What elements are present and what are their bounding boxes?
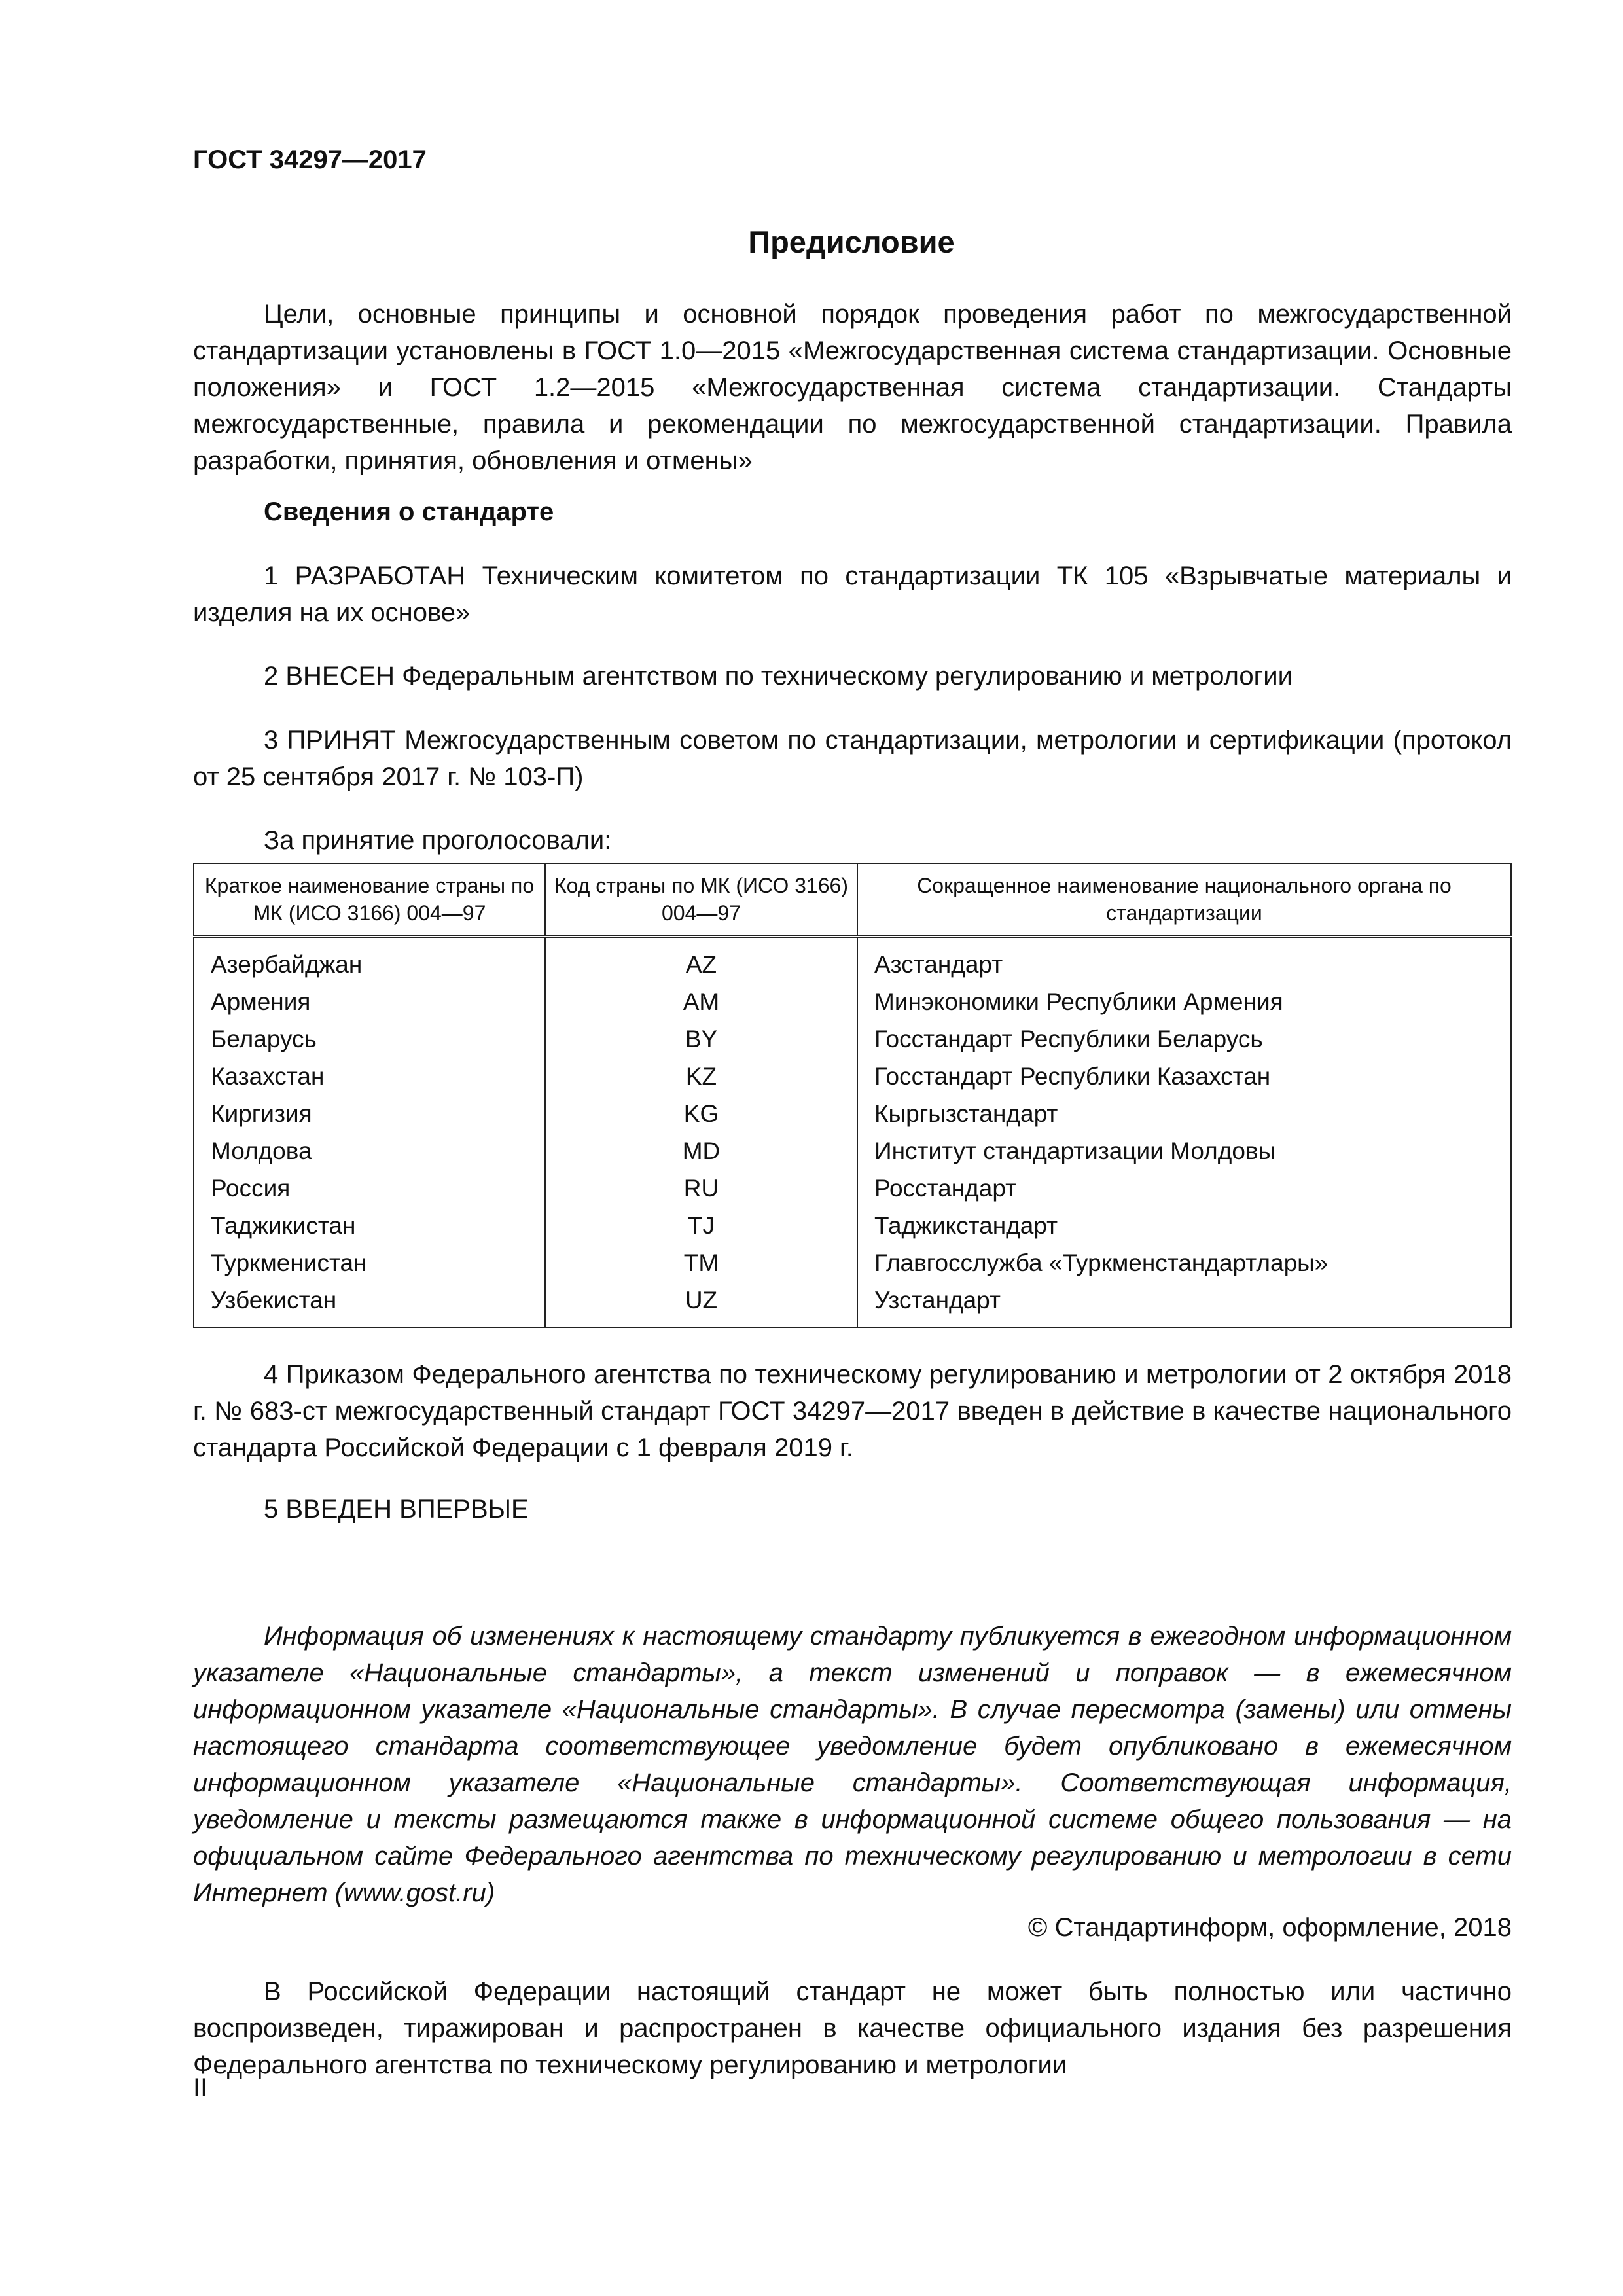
header-country: Краткое наименование страны по МК (ИСО 3166) 004—97: [194, 863, 545, 937]
code-cell: MD: [545, 1132, 857, 1170]
page-number: II: [193, 2073, 208, 2102]
table-row: [194, 1058, 1511, 1095]
section-subheading: Сведения о стандарте: [264, 497, 554, 526]
code-cell: AM: [545, 983, 857, 1020]
table-row: [194, 1170, 1511, 1207]
country-cell: Беларусь: [194, 1020, 545, 1058]
page-title: Предисловие: [748, 224, 955, 259]
item-1-paragraph: 1 РАЗРАБОТАН Техническим комитетом по стандартизации ТК 105 «Взрывчатые материалы и изделия на их основе»: [193, 562, 1512, 627]
code-cell: BY: [545, 1020, 857, 1058]
item-4-paragraph: 4 Приказом Федерального агентства по техническому регулированию и метрологии от 2 октября 2018 г. № 683-ст межгосударственный стандарт ГОСТ 34297—2017 введен в действие в качестве национального стандарта Российской Федерации с 1 февраля 2019 г.: [193, 1360, 1512, 1462]
item-3-paragraph: 3 ПРИНЯТ Межгосударственным советом по стандартизации, метрологии и сертификации (протокол от 25 сентября 2017 г. № 103-П): [193, 726, 1512, 791]
agency-cell: Узстандарт: [857, 1282, 1511, 1327]
table-row: [194, 1020, 1511, 1058]
country-cell: Россия: [194, 1170, 545, 1207]
table-row: [194, 1132, 1511, 1170]
item-2-paragraph: 2 ВНЕСЕН Федеральным агентством по техническому регулированию и метрологии: [264, 662, 1293, 691]
country-cell: Армения: [194, 983, 545, 1020]
country-cell: Таджикистан: [194, 1207, 545, 1244]
country-cell: Молдова: [194, 1132, 545, 1170]
code-cell: KZ: [545, 1058, 857, 1095]
table-row: [194, 1282, 1511, 1327]
agency-cell: Институт стандартизации Молдовы: [857, 1132, 1511, 1170]
table-header-row: [194, 863, 1511, 937]
item-5-paragraph: 5 ВВЕДЕН ВПЕРВЫЕ: [264, 1495, 529, 1524]
document-header: ГОСТ 34297—2017: [193, 145, 427, 174]
country-cell: Киргизия: [194, 1095, 545, 1132]
vote-label: За принятие проголосовали:: [264, 826, 612, 855]
code-cell: TM: [545, 1244, 857, 1282]
code-cell: UZ: [545, 1282, 857, 1327]
copyright-notice: © Стандартинформ, оформление, 2018: [1027, 1913, 1512, 1942]
agency-cell: Азстандарт: [857, 937, 1511, 984]
table-row: [194, 1244, 1511, 1282]
intro-paragraph: Цели, основные принципы и основной порядок проведения работ по межгосударственной стандартизации установлены в ГОСТ 1.0—2015 «Межгосударственная система стандартизации. Основные положения» и ГОСТ 1.2—2015 «Межгосударственная система стандартизации. Стандарты межгосударственные, правила и рекомендации по межгосударственной стандартизации. Правила разработки, принятия, обновления и отмены»: [193, 300, 1512, 475]
agency-cell: Кыргызстандарт: [857, 1095, 1511, 1132]
table-row: [194, 1095, 1511, 1132]
header-agency: Сокращенное наименование национального органа по стандартизации: [857, 863, 1511, 937]
code-cell: RU: [545, 1170, 857, 1207]
agency-cell: Госстандарт Республики Беларусь: [857, 1020, 1511, 1058]
country-cell: Туркменистан: [194, 1244, 545, 1282]
table-row: [194, 1207, 1511, 1244]
table-row: [194, 983, 1511, 1020]
agency-cell: Таджикстандарт: [857, 1207, 1511, 1244]
rights-paragraph: В Российской Федерации настоящий стандарт не может быть полностью или частично воспроизведен, тиражирован и распространен в качестве официального издания без разрешения Федерального агентства по техническому регулированию и метрологии: [193, 1977, 1512, 2079]
country-cell: Азербайджан: [194, 937, 545, 984]
header-code: Код страны по МК (ИСО 3166) 004—97: [545, 863, 857, 937]
agency-cell: Госстандарт Республики Казахстан: [857, 1058, 1511, 1095]
code-cell: AZ: [545, 937, 857, 984]
agency-cell: Минэкономики Республики Армения: [857, 983, 1511, 1020]
voting-countries-table: [193, 863, 1512, 1328]
code-cell: KG: [545, 1095, 857, 1132]
table-row: [194, 937, 1511, 984]
amendments-info-paragraph: Информация об изменениях к настоящему стандарту публикуется в ежегодном информационном указателе «Национальные стандарты», а текст изменений и поправок — в ежемесячном информационном указателе «Национальные стандарты». В случае пересмотра (замены) или отмены настоящего стандарта соответствующее уведомление будет опубликовано в ежемесячном информационном указателе «Национальные стандарты». Соответствующая информация, уведомление и тексты размещаются также в информационной системе общего пользования — на официальном сайте Федерального агентства по техническому регулированию и метрологии в сети Интернет (www.gost.ru): [193, 1622, 1512, 1907]
code-cell: TJ: [545, 1207, 857, 1244]
country-cell: Казахстан: [194, 1058, 545, 1095]
agency-cell: Главгосслужба «Туркменстандартлары»: [857, 1244, 1511, 1282]
country-cell: Узбекистан: [194, 1282, 545, 1327]
agency-cell: Росстандарт: [857, 1170, 1511, 1207]
